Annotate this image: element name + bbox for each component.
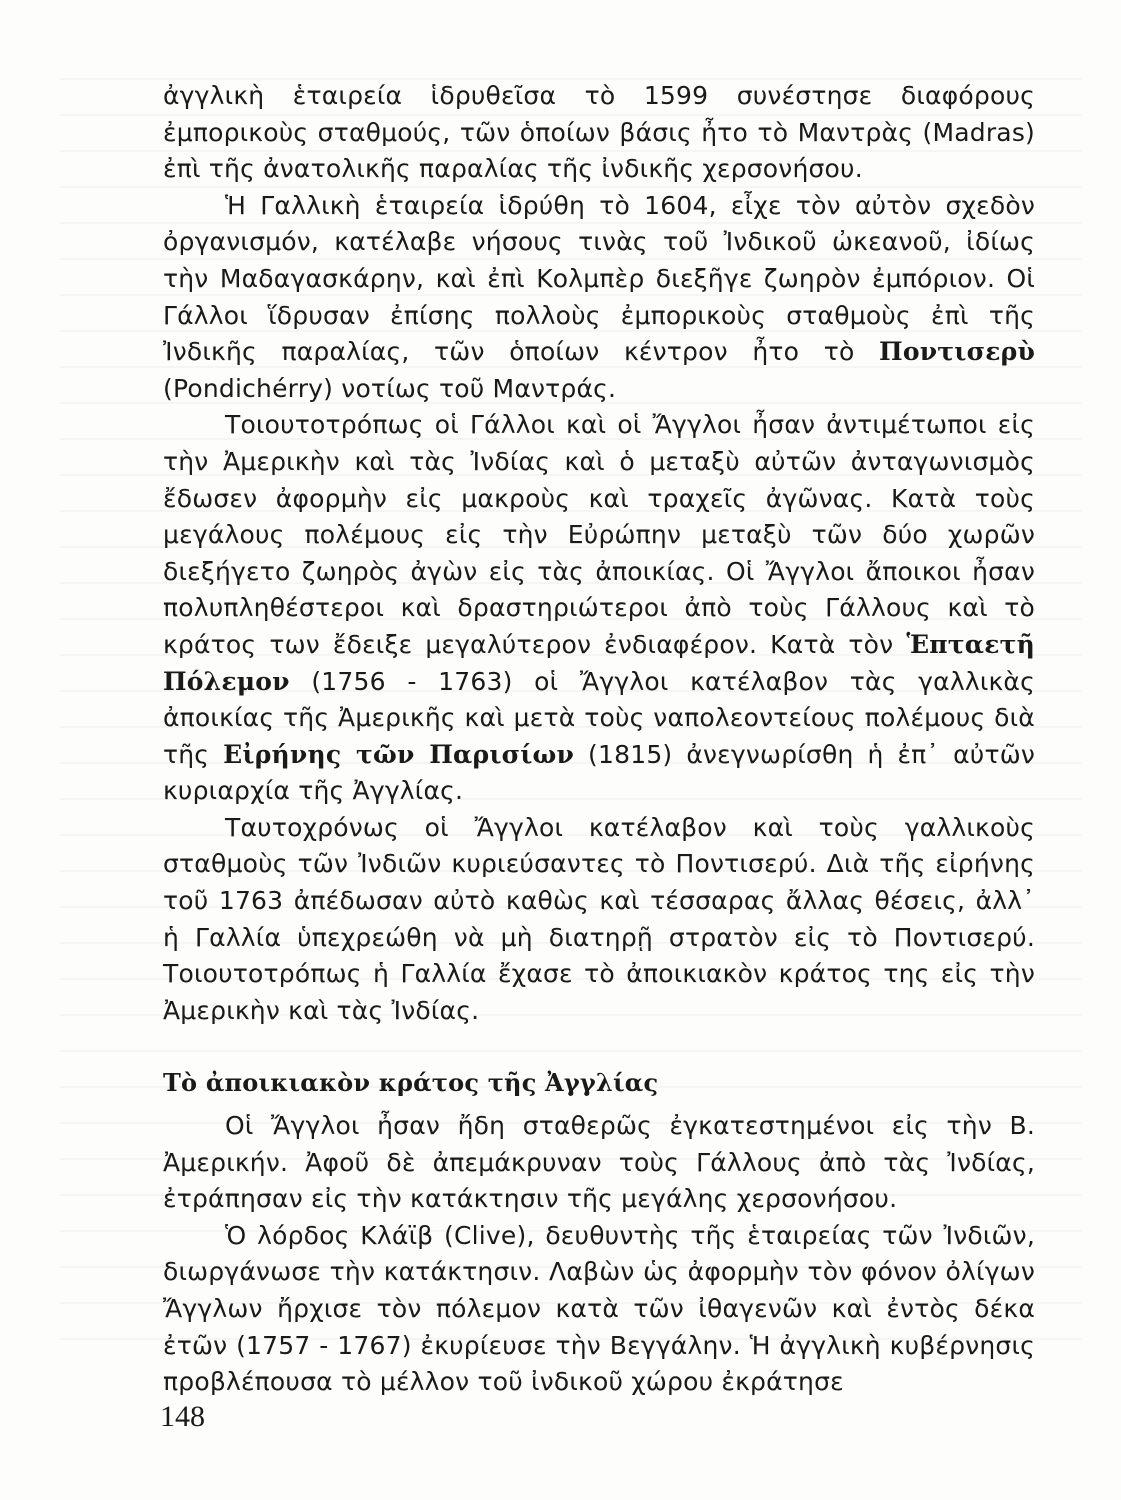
bold-term: Εἰρήνης τῶν Παρισίων xyxy=(223,739,575,769)
text-run: (1756 - 1763) οἱ Ἄγγλοι κατέλαβον τὰς γαλλικὰς ἀποικίας τῆς Ἀμερικῆς καὶ μετὰ τοὺς ναπολεοντείους πολέμους διὰ τῆς xyxy=(163,666,1035,769)
paragraph-2 xyxy=(163,188,1035,408)
text-run: Ταυτοχρόνως οἱ Ἄγγλοι κατέλαβον καὶ τοὺς γαλλικοὺς σταθμοὺς τῶν Ἰνδιῶν κυριεύσαντες τὸ Ποντισερύ. Διὰ τῆς εἰρήνης τοῦ 1763 ἀπέδωσαν αὐτὸ καθὼς καὶ τέσσαρας ἄλλας θέσεις, ἀλλ᾽ ἡ Γαλλία ὑπεχρεώθη νὰ μὴ διατηρῇ στρατὸν εἰς τὸ Ποντισερύ. Τοιουτοτρόπως ἡ Γαλλία ἔχασε τὸ ἀποικιακὸν κράτος της εἰς τὴν Ἀμερικὴν καὶ τὰς Ἰνδίας. xyxy=(163,812,1035,1025)
paragraph-6 xyxy=(163,1218,1035,1401)
page-number: 148 xyxy=(160,1400,205,1433)
text-run: ἀγγλικὴ ἑταιρεία ἱδρυθεῖσα τὸ 1599 συνέστησε διαφόρους ἐμπορικοὺς σταθμούς, τῶν ὁποίων βάσις ἦτο τὸ Μαντρὰς (Madras) ἐπὶ τῆς ἀνατολικῆς παραλίας τῆς ἰνδικῆς χερσονήσου. xyxy=(163,81,1035,184)
bold-term: Ἑπταετῆ Πόλεμον xyxy=(163,629,1035,696)
text-run: (Pondichérry) νοτίως τοῦ Μαντράς. xyxy=(163,373,617,403)
text-run: Ἡ Γαλλικὴ ἑταιρεία ἱδρύθη τὸ 1604, εἶχε τὸν αὐτὸν σχεδὸν ὀργανισμόν, κατέλαβε νήσους τινὰς τοῦ Ἰνδικοῦ ὠκεανοῦ, ἰδίως τὴν Μαδαγασκάρην, καὶ ἐπὶ Κολμπὲρ διεξῆγε ζωηρὸν ἐμπόριον. Οἱ Γάλλοι ἵδρυσαν ἐπίσης πολλοὺς ἐμπορικοὺς σταθμοὺς ἐπὶ τῆς Ἰνδικῆς παραλίας, τῶν ὁποίων κέντρον ἦτο τὸ xyxy=(163,190,1035,367)
bold-term: Ποντισερὺ xyxy=(879,337,1035,367)
paragraph-5 xyxy=(163,1108,1035,1218)
text-run: Τὸ ἀποικιακὸν κράτος τῆς Ἀγγλίας xyxy=(163,1068,659,1098)
section-heading xyxy=(163,1065,1035,1102)
text-run: (1815) ἀνεγνωρίσθη ἡ ἐπ᾽ αὐτῶν κυριαρχία τῆς Ἀγγλίας. xyxy=(163,739,1035,806)
body-text xyxy=(163,78,1035,1401)
paragraph-3 xyxy=(163,407,1035,810)
text-run: Οἱ Ἄγγλοι ἦσαν ἤδη σταθερῶς ἐγκατεστημένοι εἰς τὴν Β. Ἀμερικήν. Ἀφοῦ δὲ ἀπεμάκρυναν τοὺς Γάλλους ἀπὸ τὰς Ἰνδίας, ἐτράπησαν εἰς τὴν κατάκτησιν τῆς μεγάλης χερσονήσου. xyxy=(163,1111,1035,1214)
paragraph-1 xyxy=(163,78,1035,188)
text-run: Τοιουτοτρόπως οἱ Γάλλοι καὶ οἱ Ἄγγλοι ἦσαν ἀντιμέτωποι εἰς τὴν Ἀμερικὴν καὶ τὰς Ἰνδίας καὶ ὁ μεταξὺ αὐτῶν ἀνταγωνισμὸς ἔδωσεν ἀφορμὴν εἰς μακροὺς καὶ τραχεῖς ἀγῶνας. Κατὰ τοὺς μεγάλους πολέμους εἰς τὴν Εὐρώπην μεταξὺ τῶν δύο χωρῶν διεξήγετο ζωηρὸς ἀγὼν εἰς τὰς ἀποικίας. Οἱ Ἄγγλοι ἄποικοι ἦσαν πολυπληθέστεροι καὶ δραστηριώτεροι ἀπὸ τοὺς Γάλλους καὶ τὸ κράτος των ἔδειξε μεγαλύτερον ἐνδιαφέρον. Κατὰ τὸν xyxy=(163,410,1035,659)
text-run: Ὁ λόρδος Κλάϊβ (Clive), δευθυντὴς τῆς ἑταιρείας τῶν Ἰνδιῶν, διωργάνωσε τὴν κατάκτησιν. Λαβὼν ὡς ἀφορμὴν τὸν φόνον ὀλίγων Ἄγγλων ἤρχισε τὸν πόλεμον κατὰ τῶν ἰθαγενῶν καὶ ἐντὸς δέκα ἐτῶν (1757 - 1767) ἐκυρίευσε τὴν Βεγγάλην. Ἡ ἀγγλικὴ κυβέρνησις προβλέπουσα τὸ μέλλον τοῦ ἰνδικοῦ χώρου ἐκράτησε xyxy=(163,1220,1035,1397)
paragraph-4 xyxy=(163,810,1035,1030)
